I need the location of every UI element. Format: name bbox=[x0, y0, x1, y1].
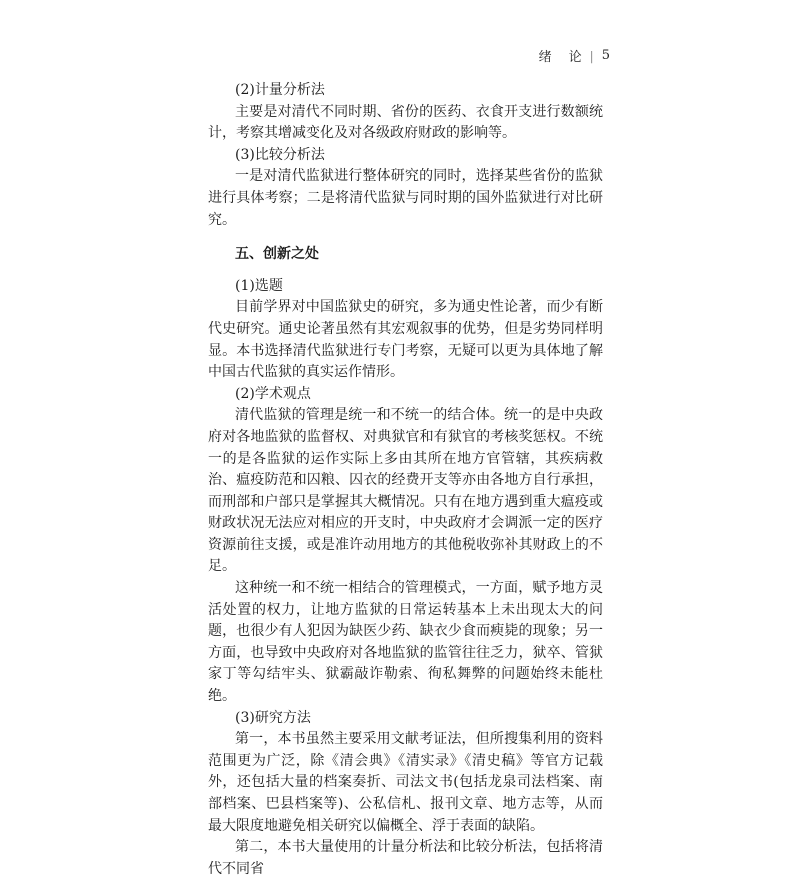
subheading: (2)计量分析法 bbox=[235, 82, 325, 98]
paragraph: 第一，本书虽然主要采用文献考证法，但所搜集利用的资料范围更为广泛，除《清会典》《清实录》《清史稿》等官方记载外，还包括大量的档案奏折、司法文书(包括龙泉司法档案、南部档案、巴县档案等)、公私信札、报刊文章、地方志等，从而最大限度地避免相关研究以偏概全、浮于表面的缺陷。 bbox=[208, 731, 603, 834]
subheading: (2)学术观点 bbox=[235, 385, 311, 402]
subheading: (3)比较分析法 bbox=[235, 146, 325, 163]
paragraph: 第二，本书大量使用的计量分析法和比较分析法，包括将清代不同省 bbox=[208, 839, 603, 877]
chapter-title: 绪 论 bbox=[538, 50, 584, 65]
paragraph: 清代监狱的管理是统一和不统一的结合体。统一的是中央政府对各地监狱的监督权、对典狱官和有狱官的考核奖惩权。不统一的是各监狱的运作实际上多由其所在地方官管辖，其疾病救治、瘟疫防范和囚粮、囚衣的经费开支等亦由各地方自行承担，而刑部和户部只是掌握其大概情况。只有在地方遇到重大瘟疫或财政状况无法应对相应的开支时，中央政府才会调派一定的医疗资源前往支援，或是准许动用地方的其他税收弥补其财政上的不足。 bbox=[208, 407, 603, 575]
running-header bbox=[539, 46, 612, 65]
paragraph: 一是对清代监狱进行整体研究的同时，选择某些省份的监狱进行具体考察；二是将清代监狱与同时期的国外监狱进行对比研究。 bbox=[208, 168, 603, 228]
page-body bbox=[208, 80, 603, 880]
section-heading: 五、创新之处 bbox=[235, 246, 319, 263]
paragraph: 目前学界对中国监狱史的研究，多为通史性论著，而少有断代史研究。通史论著虽然有其宏观叙事的优势，但是劣势同样明显。本书选择清代监狱进行专门考察，无疑可以更为具体地了解中国古代监狱的真实运作情形。 bbox=[208, 299, 603, 381]
subheading: (1)选题 bbox=[235, 277, 283, 294]
subheading: (3)研究方法 bbox=[235, 709, 311, 726]
page-number: 5 bbox=[601, 48, 612, 63]
header-separator: | bbox=[589, 48, 596, 63]
paragraph: 主要是对清代不同时期、省份的医药、衣食开支进行数额统计，考察其增减变化及对各级政府财政的影响等。 bbox=[208, 103, 603, 142]
paragraph: 这种统一和不统一相结合的管理模式，一方面，赋予地方灵活处置的权力，让地方监狱的日常运转基本上未出现太大的问题，也很少有人犯因为缺医少药、缺衣少食而瘐毙的现象；另一方面，也导致中央政府对各地监狱的监管往往乏力，狱卒、管狱家丁等勾结牢头、狱霸敲诈勒索、徇私舞弊的问题始终未能杜绝。 bbox=[208, 580, 603, 705]
